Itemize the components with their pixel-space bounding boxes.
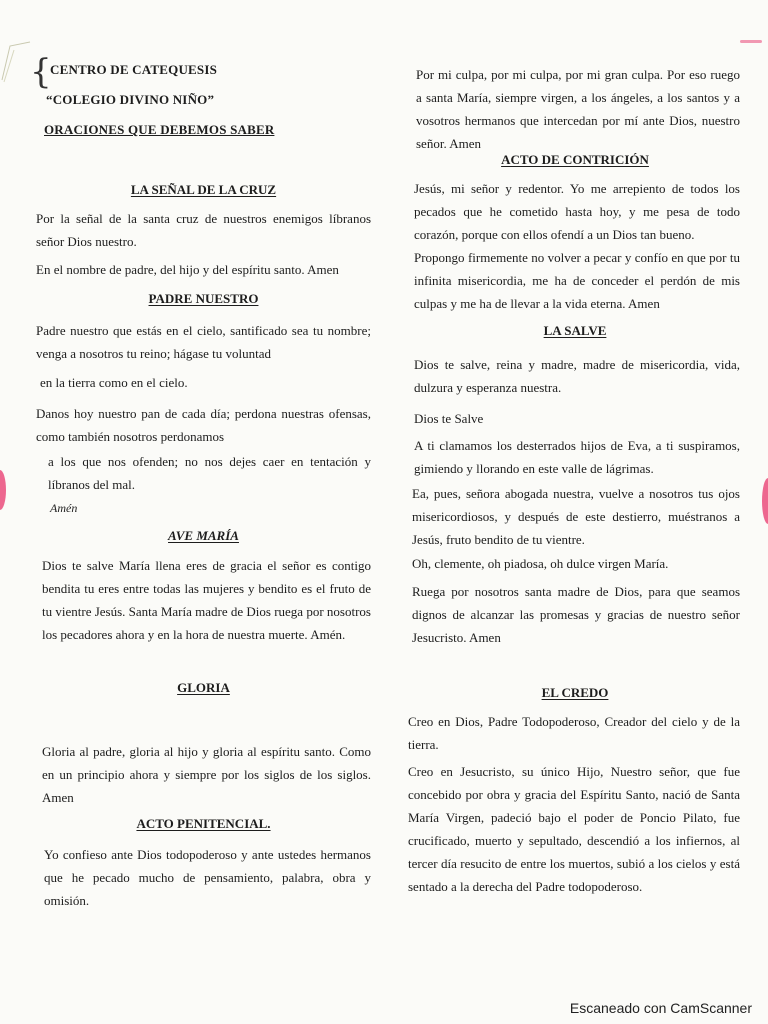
ave-paragraph-1: Dios te salve María llena eres de gracia el señor es contigo bendita tu eres entre todas las mujeres y bendito es el fruto de tu vientre Jesús. Santa María madre de Dios ruega por nosotros los pecadores ahora y en la hora de nuestra muerte. Amén. bbox=[42, 558, 371, 642]
padre-amen: Amén bbox=[50, 501, 78, 515]
cruz-paragraph-2: En el nombre de padre, del hijo y del espíritu santo. Amen bbox=[36, 262, 339, 277]
padre-paragraph-1: Padre nuestro que estás en el cielo, santificado sea tu nombre; venga a nosotros tu reino; hágase tu voluntad bbox=[36, 323, 371, 361]
fold-mark-icon bbox=[0, 40, 34, 84]
title-padre-nuestro: PADRE NUESTRO bbox=[148, 291, 259, 306]
salve-paragraph-5: Oh, clemente, oh piadosa, oh dulce virgen María. bbox=[412, 556, 669, 571]
cruz-paragraph-1: Por la señal de la santa cruz de nuestros enemigos líbranos señor Dios nuestro. bbox=[36, 211, 371, 249]
pink-marker-right bbox=[762, 478, 768, 524]
padre-paragraph-2: en la tierra como en el cielo. bbox=[40, 375, 188, 390]
credo-paragraph-2: Creo en Jesucristo, su único Hijo, Nuestro señor, que fue concebido por obra y gracia del Espíritu Santo, nació de Santa María Virgen, padeció bajo el poder de Poncio Pilato, fue crucificado, muerto y sepultado, descendió a los infiernos, al tercer día resucito de entre los muertos, subió a los cielos y está sentado a la derecha del Padre todopoderoso. bbox=[408, 764, 740, 894]
credo-paragraph-1: Creo en Dios, Padre Todopoderoso, Creador del cielo y de la tierra. bbox=[408, 714, 740, 752]
title-ave-maria: AVE MARÍA bbox=[168, 528, 239, 543]
title-el-credo: EL CREDO bbox=[541, 685, 609, 700]
salve-paragraph-4: Ea, pues, señora abogada nuestra, vuelve a nosotros tus ojos misericordiosos, y después de este destierro, muéstranos a Jesús, fruto bendito de tu vientre. bbox=[412, 486, 740, 547]
contricion-paragraph-2: Propongo firmemente no volver a pecar y confío en que por tu infinita misericordia, me ha de conceder el perdón de mis culpas y me ha de llevar a la vida eterna. Amen bbox=[414, 250, 740, 311]
title-senal-cruz: LA SEÑAL DE LA CRUZ bbox=[130, 182, 277, 197]
salve-paragraph-6: Ruega por nosotros santa madre de Dios, para que seamos dignos de alcanzar las promesas y gracias de nuestro señor Jesucristo. Amen bbox=[412, 584, 740, 645]
header-line-2: “COLEGIO DIVINO NIÑO” bbox=[46, 92, 215, 107]
salve-paragraph-2: Dios te Salve bbox=[414, 411, 484, 426]
camscanner-watermark: Escaneado con CamScanner bbox=[569, 1000, 752, 1016]
penitencial-paragraph-1: Yo confieso ante Dios todopoderoso y ante ustedes hermanos que he pecado mucho de pensamiento, palabra, obra y omisión. bbox=[44, 847, 371, 908]
pink-marker-left bbox=[0, 470, 6, 510]
salve-paragraph-3: A ti clamamos los desterrados hijos de Eva, a ti suspiramos, gimiendo y llorando en este valle de lágrimas. bbox=[414, 438, 740, 476]
title-gloria: GLORIA bbox=[177, 680, 230, 695]
contricion-paragraph-1: Jesús, mi señor y redentor. Yo me arrepiento de todos los pecados que he cometido hasta hoy, y me pesa de todo corazón, porque con ellos ofendí a un Dios tan bueno. bbox=[414, 181, 740, 242]
header-line-1: CENTRO DE CATEQUESIS bbox=[50, 62, 218, 77]
header-line-3: ORACIONES QUE DEBEMOS SABER bbox=[44, 122, 275, 137]
pink-marker-top bbox=[740, 40, 762, 43]
title-la-salve: LA SALVE bbox=[543, 323, 607, 338]
padre-paragraph-3: Danos hoy nuestro pan de cada día; perdona nuestras ofensas, como también nosotros perdonamos bbox=[36, 406, 371, 444]
brace-mark-icon: { bbox=[30, 52, 52, 92]
title-acto-contricion: ACTO DE CONTRICIÓN bbox=[501, 152, 649, 167]
gloria-paragraph-1: Gloria al padre, gloria al hijo y gloria al espíritu santo. Como en un principio ahora y siempre por los siglos de los siglos. Amen bbox=[42, 744, 371, 805]
padre-paragraph-4: a los que nos ofenden; no nos dejes caer en tentación y líbranos del mal. bbox=[48, 454, 371, 492]
title-acto-penitencial: ACTO PENITENCIAL. bbox=[136, 816, 271, 831]
salve-paragraph-1: Dios te salve, reina y madre, madre de misericordia, vida, dulzura y esperanza nuestra. bbox=[414, 357, 740, 395]
penitencial-continuation: Por mi culpa, por mi culpa, por mi gran culpa. Por eso ruego a santa María, siempre virgen, a los ángeles, a los santos y a vosotros hermanos que intercedan por mí ante Dios, nuestro señor. Amen bbox=[416, 67, 740, 151]
